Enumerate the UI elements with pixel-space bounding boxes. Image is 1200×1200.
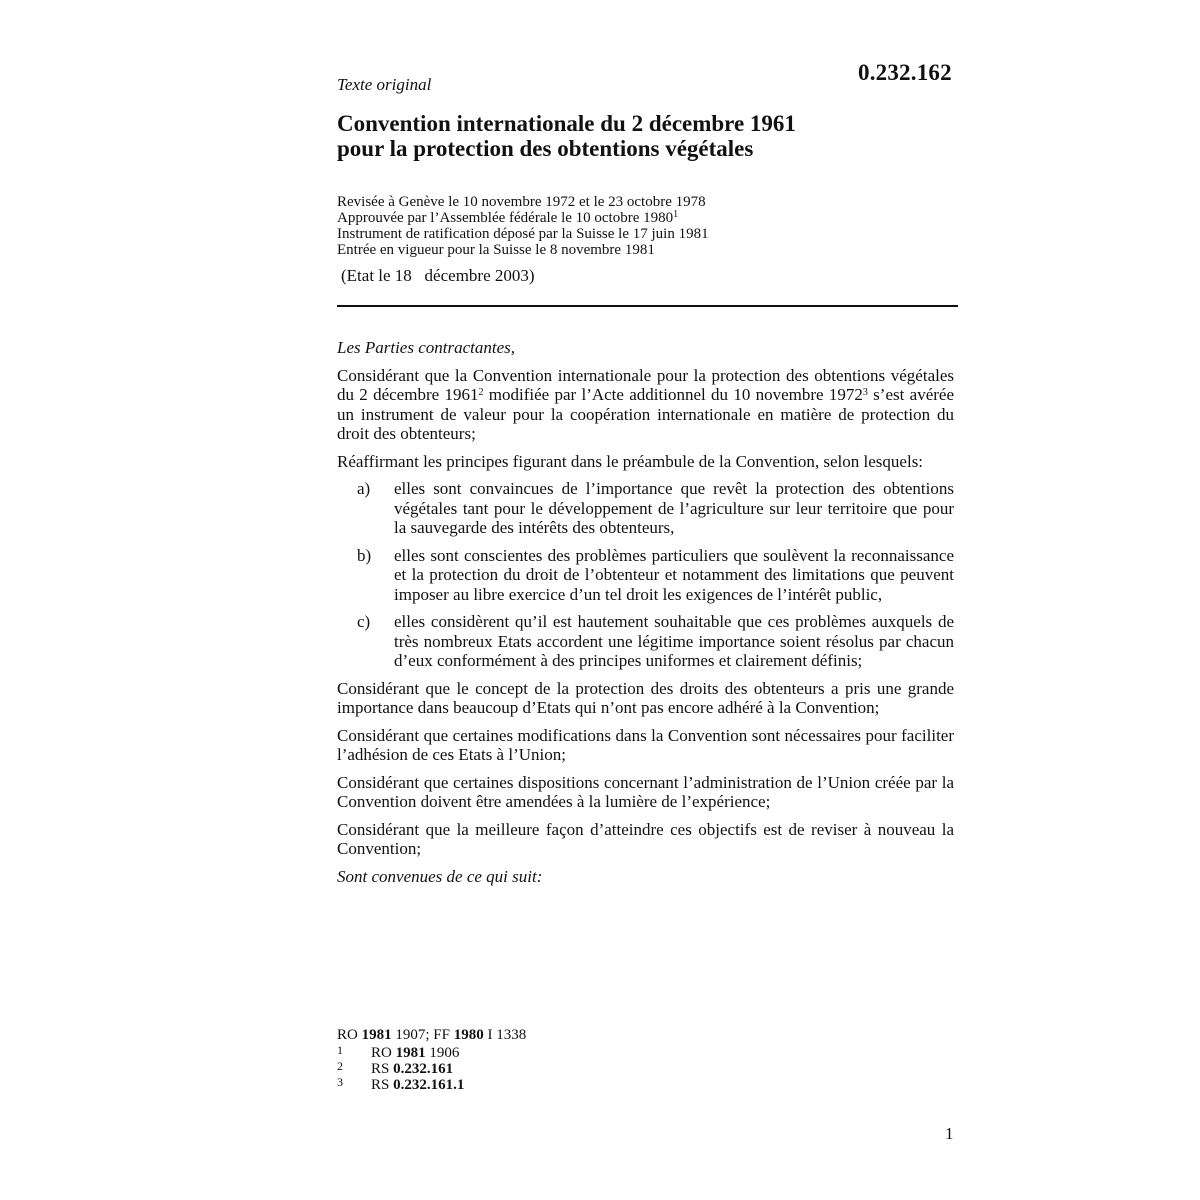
footnote-ref: 2 [478,387,484,398]
list-item-label: c) [357,612,371,631]
footnote-text: RS 0.232.161.1 [371,1077,465,1093]
footnote-ref: 1 [673,209,679,220]
list-item-label: a) [357,479,371,498]
list-item [337,546,954,605]
list-item-text: elles sont convaincues de l’importance que revêt la protection des obtentions végétales tant pour le développement de l’agriculture sur leur territoire que pour la sauvegarde des intérêts des obtenteurs, [394,479,954,537]
footnote-ref: 3 [862,387,868,398]
footnote-ro-reference: RO 1981 1907; FF 1980 I 1338 [337,1027,527,1043]
preamble-paragraph-1: Considérant que la Convention internationale pour la protection des obtentions végétales du 2 décembre 1961$^2$ modifiée par l’Acte additionnel du 10 novembre 1972$^3$ s’est avérée un instrument de valeur pour la coopération internationale en matière de protection du droit des obtenteurs; [337,365,954,443]
header-divider [337,305,958,307]
document-title [337,111,957,161]
footnote-number: 1 [337,1043,343,1057]
footnote-number: 2 [337,1059,343,1073]
preamble-closing: Sont convenues de ce qui suit: [337,866,543,886]
list-item-text: elles sont conscientes des problèmes particuliers que soulèvent la reconnaissance et la protection du droit de l’obtenteur et notamment des limitations que peuvent imposer au libre exercice d’un tel droit les exigences de l’intérêt public, [394,545,954,604]
footnote-text: RS 0.232.161 [371,1061,454,1077]
list-item [337,479,954,538]
footnote-item [337,1077,526,1093]
footnotes [337,1027,526,1093]
list-item-label: b) [357,545,372,565]
history-entry: Entrée en vigueur pour la Suisse le 8 novembre 1981 [337,242,655,258]
preamble-paragraph-5: Considérant que certaines dispositions concernant l’administration de l’Union créée par la Convention doivent être amendées à la lumière de l’expérience; [337,772,954,811]
list-item [337,612,954,671]
title-line-1: Convention internationale du 2 décembre 1961 [337,111,796,136]
list-item-text: elles considèrent qu’il est hautement souhaitable que ces problèmes auxquels de très nombreux Etats accordent une légitime importance soient résolus par chacun d’eux conformément à des principes uniformes et clairement définis; [394,612,954,670]
page-number: 1 [945,1124,954,1143]
preamble-paragraph-3: Considérant que le concept de la protection des droits des obtenteurs a pris une grande importance dans beaucoup d’Etats qui n’ont pas encore adhéré à la Convention; [337,678,954,717]
preamble-paragraph-6: Considérant que la meilleure façon d’atteindre ces objectifs est de reviser à nouveau la Convention; [337,819,954,858]
texte-original-label: Texte original [337,75,432,94]
title-line-2: pour la protection des obtentions végétales [337,136,754,161]
preamble [337,338,954,894]
history-revised: Revisée à Genève le 10 novembre 1972 et le 23 octobre 1978 [337,194,706,210]
state-date: (Etat le 18 décembre 2003) [341,266,535,285]
history-ratification: Instrument de ratification déposé par la Suisse le 17 juin 1981 [337,226,709,242]
sr-number: 0.232.162 [858,60,952,85]
history-block [337,194,709,258]
preamble-paragraph-4: Considérant que certaines modifications dans la Convention sont nécessaires pour faciliter l’adhésion de ces Etats à l’Union; [337,725,954,764]
preamble-intro: Les Parties contractantes, [337,338,516,357]
history-approved: Approuvée par l’Assemblée fédérale le 10 octobre 1980$^1$ [337,209,679,226]
preamble-paragraph-2: Réaffirmant les principes figurant dans le préambule de la Convention, selon lesquels: [337,451,924,471]
footnote-number: 3 [337,1075,343,1089]
footnote-text: RO 1981 1906 [371,1045,460,1061]
